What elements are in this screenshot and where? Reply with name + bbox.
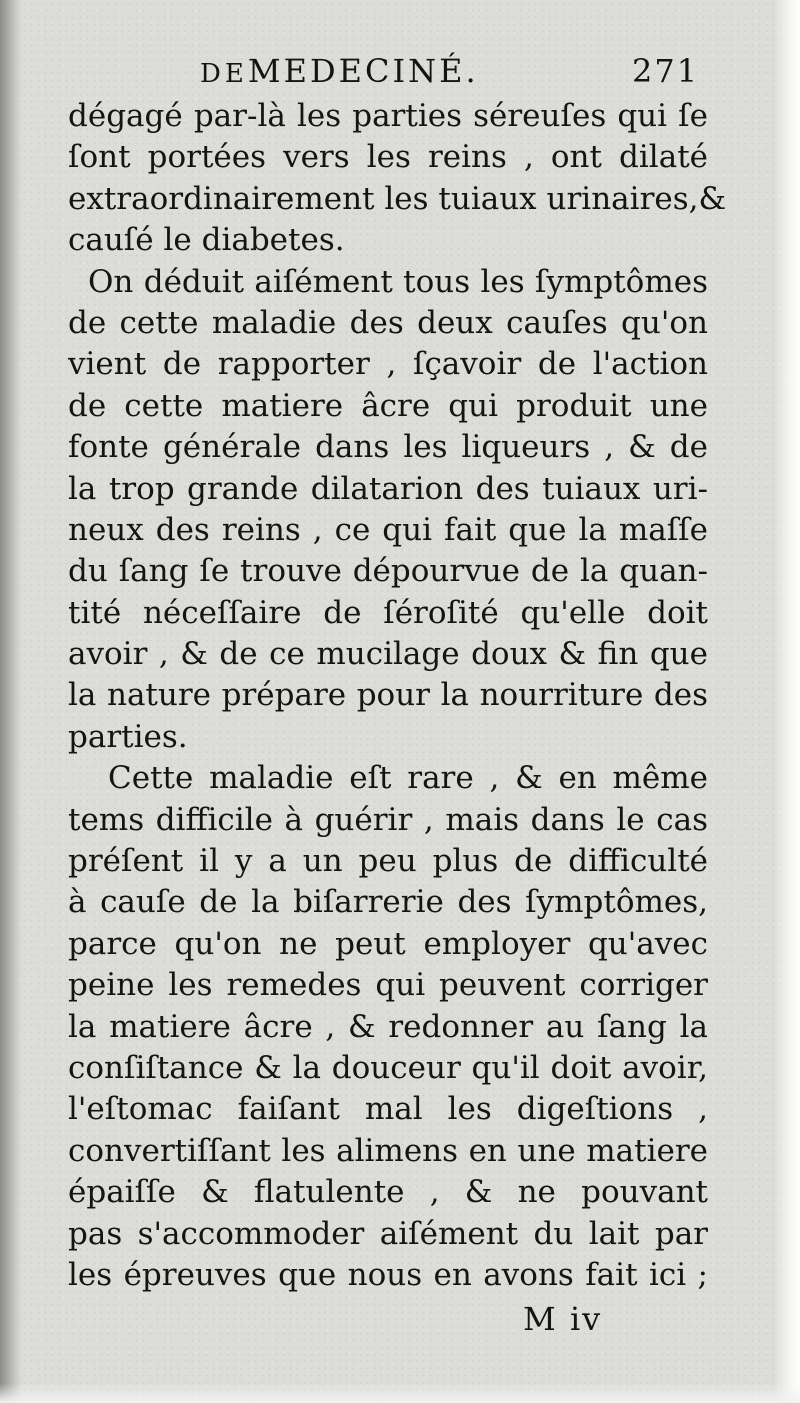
page-edge-right: [774, 0, 800, 1403]
text-line: la nature prépare pour la nourriture des: [68, 677, 708, 714]
page-header: [0, 52, 800, 102]
text-line: à cauſe de la biſarrerie des ſymptômes,: [68, 884, 708, 921]
body-text: [68, 96, 727, 1296]
text-line: l'eſtomac faiſant mal les digeſtions ,: [68, 1091, 708, 1128]
text-line: avoir , & de ce mucilage doux & fin que: [68, 636, 708, 673]
text-line: extraordinairement les tuiaux urinaires,&: [68, 180, 727, 217]
text-line: de cette matiere âcre qui produit une: [68, 387, 708, 424]
text-line: ſont portées vers les reins , ont dilaté: [68, 139, 708, 176]
text-line: vient de rapporter , ſçavoir de l'action: [68, 346, 708, 383]
text-line: fonte générale dans les liqueurs , & de: [68, 429, 708, 466]
text-line: la trop grande dilatarion des tuiaux uri-: [68, 470, 708, 507]
text-line: tité néceſſaire de ſéroſité qu'elle doit: [68, 594, 708, 631]
page-edge-bottom: [0, 1383, 800, 1403]
text-line: neux des reins , ce qui fait que la maſſe: [68, 511, 708, 548]
text-line: cauſé le diabetes.: [68, 222, 345, 259]
text-line: du ſang ſe trouve dépourvue de la quan-: [68, 553, 708, 590]
text-line: la matiere âcre , & redonner au ſang la: [68, 1008, 708, 1045]
page-number: 271: [632, 52, 700, 90]
text-line: pas s'accommoder aiſément du lait par: [68, 1215, 708, 1252]
text-line: tems difficile à guérir , mais dans le cas: [68, 801, 708, 838]
running-head-title: MEDECINÉ.: [247, 52, 479, 90]
running-head: [200, 52, 479, 90]
text-line: conſiſtance & la douceur qu'il doit avoir,: [68, 1049, 708, 1086]
text-line: peine les remedes qui peuvent corriger: [68, 967, 708, 1004]
running-head-prefix: DE: [200, 59, 248, 89]
text-line: dégagé par-là les parties séreuſes qui ſe: [68, 98, 708, 134]
text-line: parties.: [68, 718, 188, 755]
signature-mark: M iv: [523, 1300, 603, 1338]
text-line: préſent il y a un peu plus de difficulté: [68, 843, 708, 880]
text-line: parce qu'on ne peut employer qu'avec: [68, 925, 708, 962]
text-line: les épreuves que nous en avons fait ici ;: [68, 1256, 708, 1293]
binding-shadow: [0, 0, 22, 1403]
text-line: convertiſſant les alimens en une matiere: [68, 1132, 708, 1169]
text-line: épaiſſe & flatulente , & ne pouvant: [68, 1174, 708, 1211]
text-line: Cette maladie eſt rare , & en même: [108, 760, 708, 797]
text-line: de cette maladie des deux cauſes qu'on: [68, 304, 708, 341]
text-line: On déduit aiſément tous les ſymptômes: [88, 263, 708, 300]
